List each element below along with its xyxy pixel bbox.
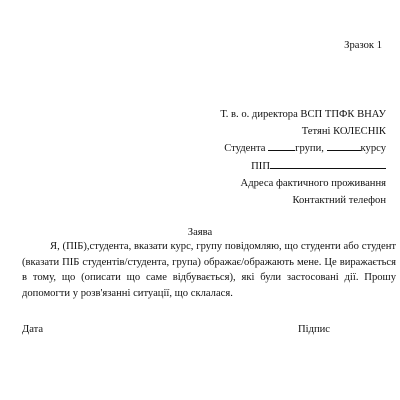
sample-label: Зразок 1 <box>344 40 382 51</box>
document-title: Заява <box>187 227 213 238</box>
body-paragraph: Я, (ПІБ),студента, вказати курс, групу повідомляю, що студенти або студент (вказати ПІБ студентів/студента, група) ображає/ображають мене. Це виражається в тому, що (описати що саме відбувається), які були застосовані дії. Прошу допомогти у розв'язанні ситуації, що склалася. <box>22 241 396 299</box>
date-label: Дата <box>22 324 44 335</box>
signature-label: Підпис <box>297 324 330 335</box>
full-name-line <box>220 158 386 175</box>
course-suffix: курсу <box>360 143 386 155</box>
course-blank <box>327 141 361 151</box>
group-suffix: групи, <box>295 143 327 155</box>
address-label: Адреса фактичного проживання <box>240 177 386 189</box>
student-prefix: Студента <box>224 143 269 155</box>
full-name-blank <box>270 159 386 169</box>
addressee-name: Тетяні КОЛЕСНІК <box>301 126 386 138</box>
group-blank <box>268 141 295 151</box>
addressee-block <box>220 106 386 209</box>
student-group-course-line <box>220 140 386 157</box>
phone-label: Контактний телефон <box>292 195 386 207</box>
document-body <box>22 239 396 301</box>
addressee-position: Т. в. о. директора ВСП ТПФК ВНАУ <box>220 109 386 120</box>
full-name-prefix: ПІП <box>251 160 270 172</box>
